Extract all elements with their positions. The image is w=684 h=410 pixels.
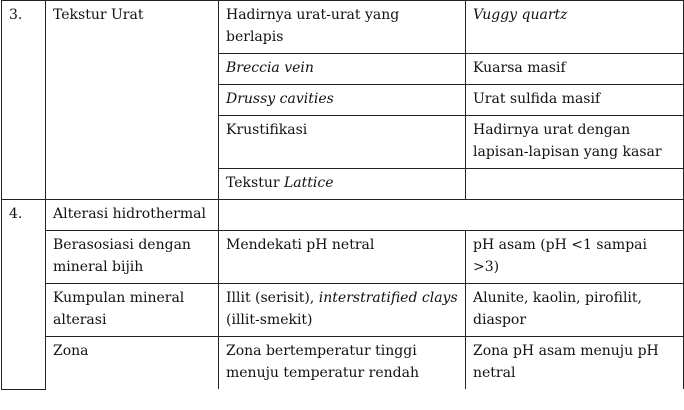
row-number-cell: 4. — [2, 200, 46, 390]
type-b-cell: pH asam (pH <1 sampai >3) — [466, 231, 684, 284]
empty-cell — [219, 200, 684, 231]
aspect-cell: Tekstur Urat — [46, 1, 219, 200]
table-row — [2, 231, 684, 284]
table-row — [2, 1, 684, 54]
aspect-cell: Alterasi hidrothermal — [46, 200, 219, 231]
type-b-cell: Hadirnya urat dengan lapisan-lapisan yang kasar — [466, 116, 684, 169]
row-number-cell: 3. — [2, 1, 46, 200]
aspect-cell: Kumpulan mineral alterasi — [46, 284, 219, 337]
type-b-cell: Urat sulfida masif — [466, 85, 684, 116]
type-a-cell: Drussy cavities — [219, 85, 466, 116]
type-a-cell: Hadirnya urat-urat yang berlapis — [219, 1, 466, 54]
type-a-cell: Krustifikasi — [219, 116, 466, 169]
type-b-cell — [466, 169, 684, 200]
text-italic: interstratified clays — [318, 290, 458, 306]
table-row — [2, 284, 684, 337]
type-a-cell: Mendekati pH netral — [219, 231, 466, 284]
text-italic: Lattice — [284, 175, 334, 191]
aspect-cell: Zona — [46, 337, 219, 390]
text-plain: Tekstur — [226, 175, 280, 191]
aspect-cell: Berasosiasi dengan mineral bijih — [46, 231, 219, 284]
type-a-cell: Breccia vein — [219, 54, 466, 85]
table-row — [2, 200, 684, 231]
type-b-cell: Kuarsa masif — [466, 54, 684, 85]
comparison-table — [1, 0, 684, 390]
type-b-cell: Zona pH asam menuju pH netral — [466, 337, 684, 390]
type-b-cell: Alunite, kaolin, pirofilit, diaspor — [466, 284, 684, 337]
type-a-cell — [219, 284, 466, 337]
text-plain: Illit (serisit), — [226, 290, 315, 306]
type-a-cell: Zona bertemperatur tinggi menuju temperatur rendah — [219, 337, 466, 390]
type-b-cell: Vuggy quartz — [466, 1, 684, 54]
type-a-cell — [219, 169, 466, 200]
text-plain: (illit-smekit) — [226, 312, 313, 328]
table-row — [2, 337, 684, 390]
